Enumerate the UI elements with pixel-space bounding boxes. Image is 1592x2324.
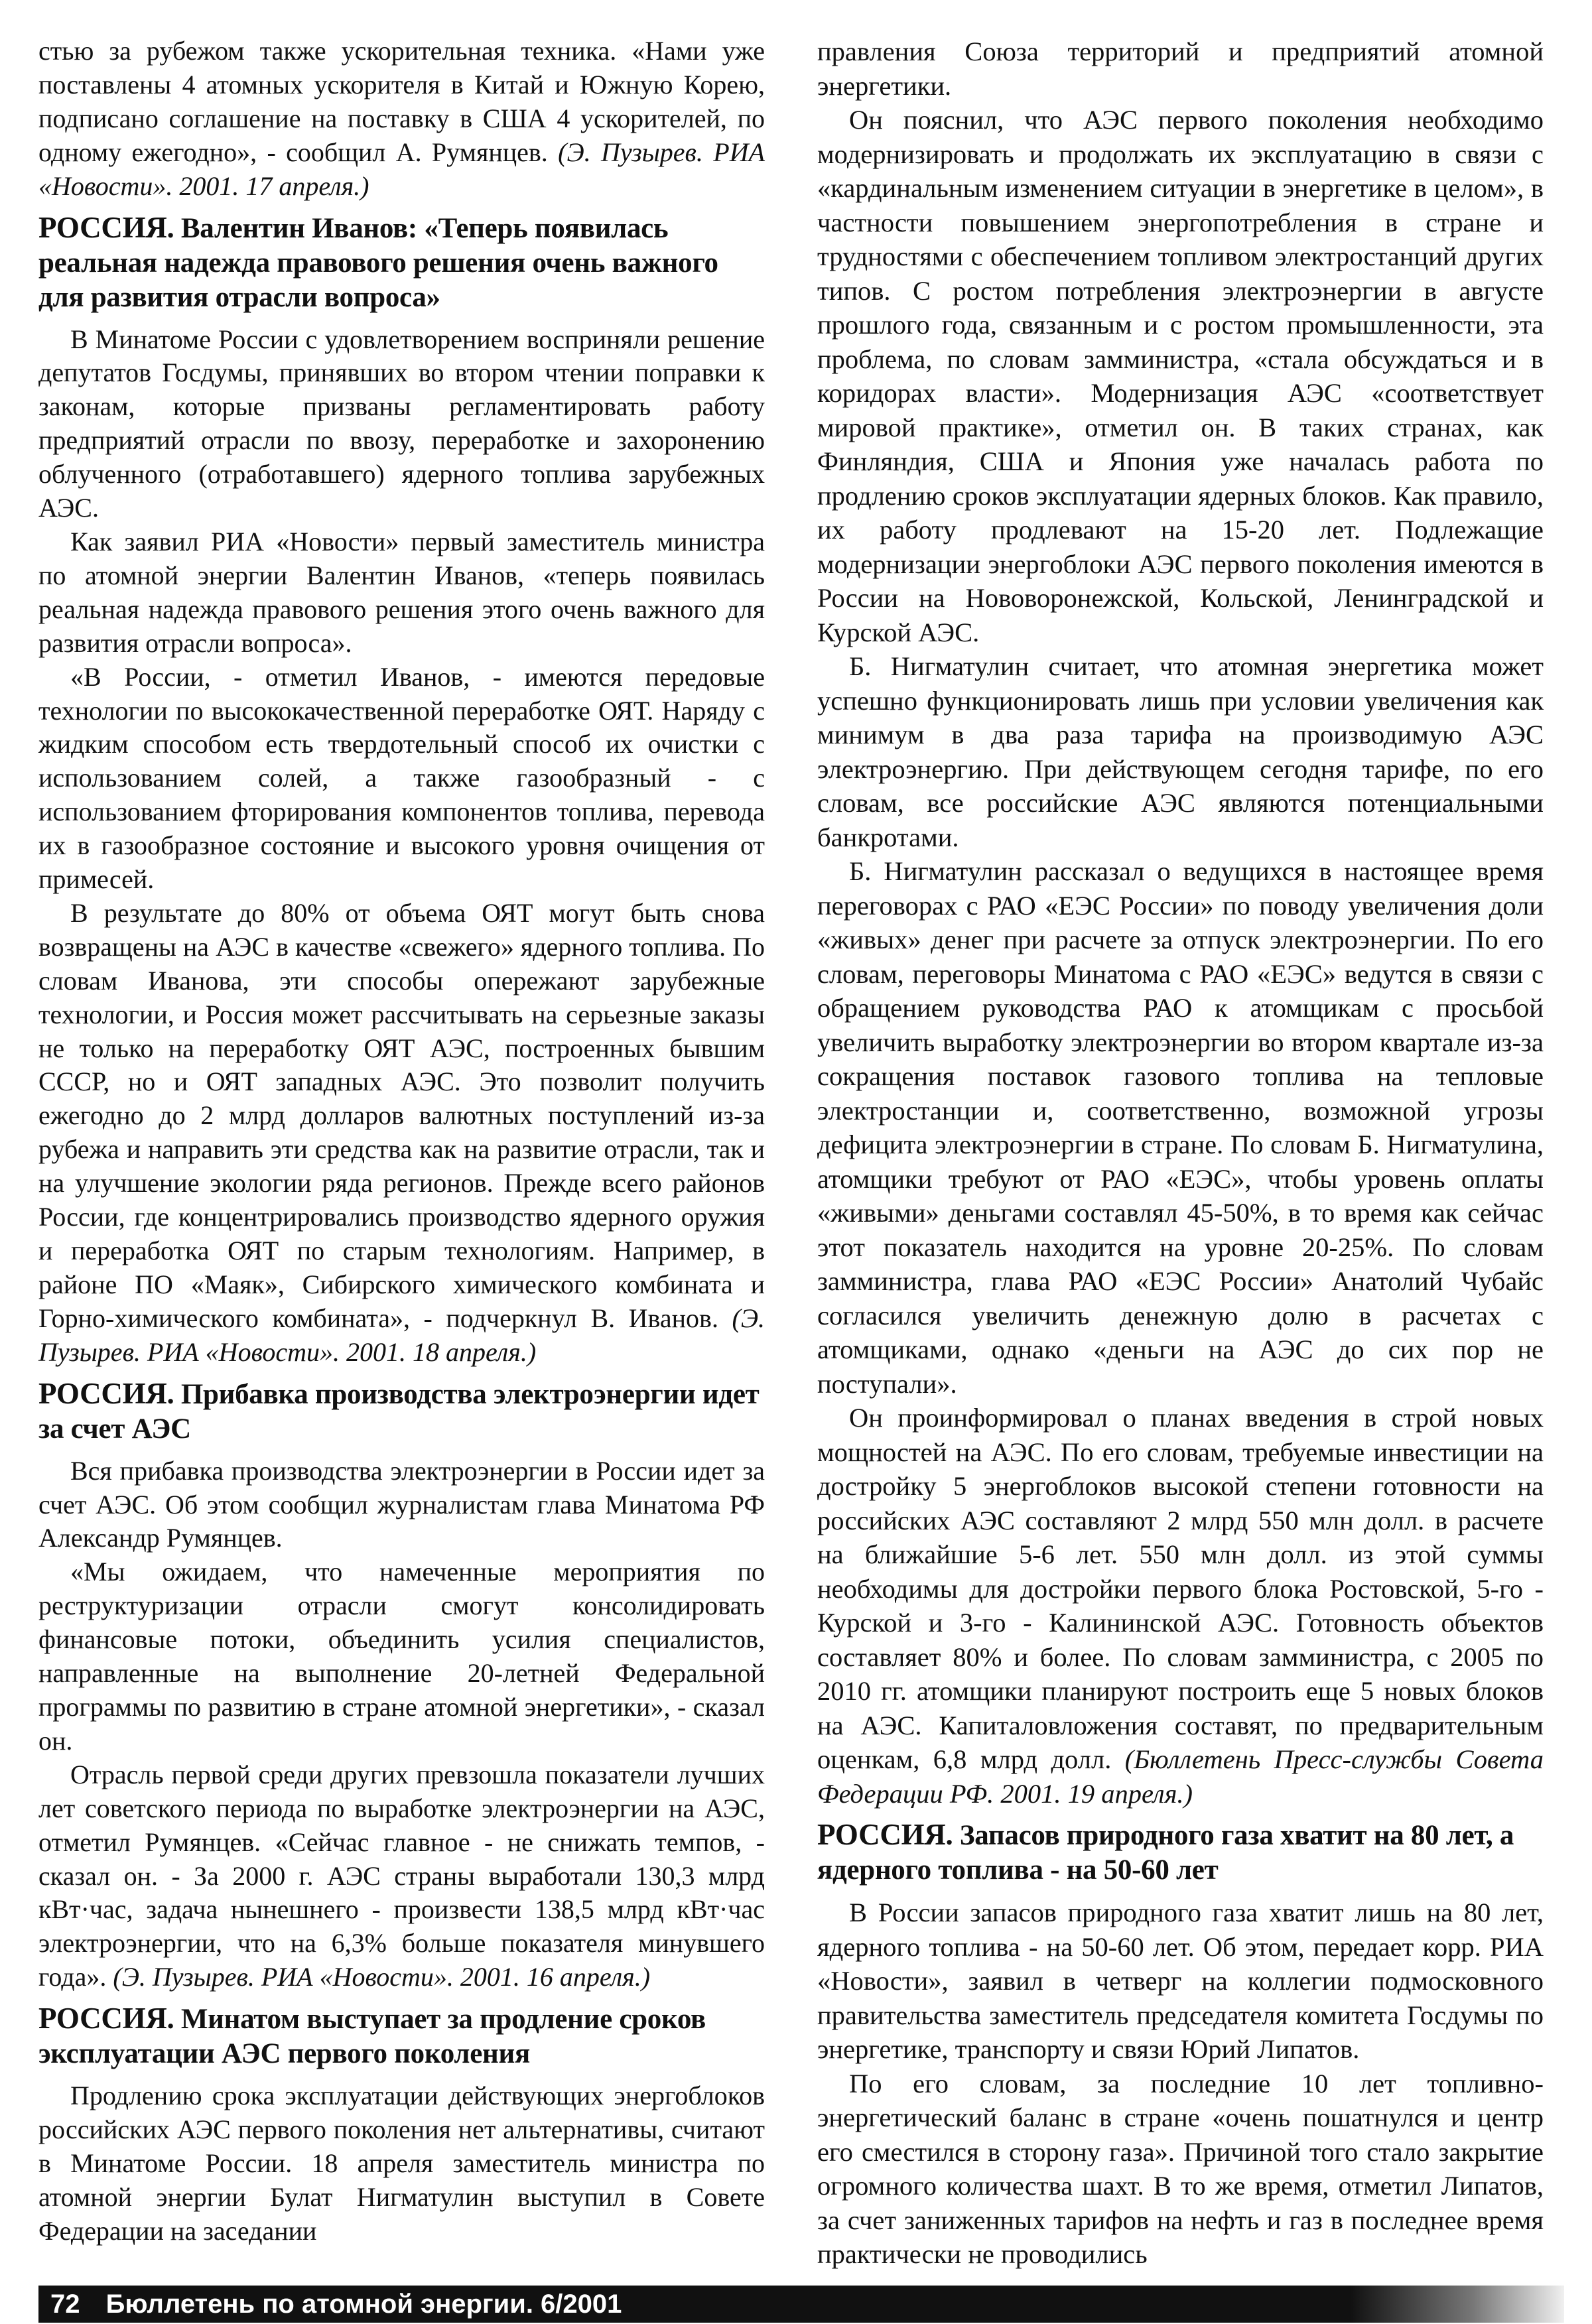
article-paragraph: Б. Нигматулин считает, что атомная энергетика может успешно функционировать лишь при условии увеличения как минимум в два раза тарифа на производимую АЭС электроэнергию. При действующем сегодня тарифе, по его словам, все российские АЭС являются потенциальными банкротами. bbox=[817, 651, 1544, 852]
article-paragraph: Отрасль первой среди других превзошла показатели лучших лет советского периода по выработке электроэнергии на АЭС, отметил Румянцев. «Сейчас главное - не снижать темпов, - сказал он. - За 2000 г. АЭС страны выработали 130,3 млрд кВт·час, задача нынешнего - произвести 138,5 млрд кВт·час электроэнергии, что на 6,3% больше показателя минувшего года». (Э. Пузырев. РИА «Новости». 2001. 16 апреля.) bbox=[38, 1759, 765, 1992]
article-paragraph: По его словам, за последние 10 лет топливно-энергетический баланс в стране «очень пошатнулся и центр его сместился в сторону газа». Причиной того стало закрытие огромного количества шахт. В то же время, отметил Липатов, за счет заниженных тарифов на нефть и газ в последнее время практически не проводились bbox=[817, 2068, 1544, 2269]
page-number: 72 bbox=[50, 2290, 80, 2319]
article-headline-lifetime-extension: РОССИЯ. Минатом выступает за продление сроков эксплуатации АЭС первого поколения bbox=[38, 2002, 706, 2070]
article-paragraph: В Минатоме России с удовлетворением восприняли решение депутатов Госдумы, принявших во втором чтении поправки к законам, которые призваны регламентировать работу предприятий отрасли по ввозу, переработке и захоронению облученного (отработавшего) ядерного топлива зарубежных АЭС. bbox=[38, 324, 765, 523]
article-paragraph: Продлению срока эксплуатации действующих энергоблоков российских АЭС первого поколения нет альтернативы, считают в Минатоме России. 18 апреля заместитель министра по атомной энергии Булат Нигматулин выступил в Совете Федерации на заседании bbox=[38, 2081, 765, 2246]
article-paragraph: Он проинформировал о планах введения в строй новых мощностей на АЭС. По его словам, требуемые инвестиции на достройку 5 энергоблоков высокой степени готовности на российских АЭС составляют 2 млрд 550 млн долл. в расчете на ближайшие 5-6 лет. 550 млн долл. из этой суммы необходимы для достройки первого блока Ростовской, 5-го - Курской и 3-го - Калининской АЭС. Готовность объектов составляет 80% и более. По словам замминистра, с 2005 по 2010 гг. атомщики планируют построить еще 5 новых блоков на АЭС. Капиталовложения составят, по предварительным оценкам, 6,8 млрд долл. (Бюллетень Пресс-службы Совета Федерации РФ. 2001. 19 апреля.) bbox=[817, 1403, 1544, 1809]
article-source: (Бюллетень Пресс-службы Совета Федерации РФ. 2001. 19 апреля.) bbox=[817, 1744, 1544, 1809]
publication-title: Бюллетень по атомной энергии. 6/2001 bbox=[105, 2290, 622, 2319]
intro-paragraph: стью за рубежом также ускорительная техника. «Нами уже поставлены 4 атомных ускорителя в Китай и Южную Корею, подписано соглашение на поставку в США 4 ускорителей, по одному ежегодно», - сообщил А. Румянцев. (Э. Пузырев. РИА «Новости». 2001. 17 апреля.) bbox=[38, 36, 765, 201]
article-paragraph: В России запасов природного газа хватит лишь на 80 лет, ядерного топлива - на 50-60 лет. Об этом, передает корр. РИА «Новости», заявил в четверг на коллегии подмосковного правительства заместитель председателя комитета Госдумы по энергетике, транспорту и связи Юрий Липатов. bbox=[817, 1898, 1544, 2064]
left-column bbox=[38, 34, 765, 2248]
intro-source: (Э. Пузырев. РИА «Новости». 2001. 17 апреля.) bbox=[38, 137, 765, 201]
article-paragraph: «Мы ожидаем, что намеченные мероприятия по реструктуризации отрасли смогут консолидировать финансовые потоки, объединить усилия специалистов, направленные на выполнение 20-летней Федеральной программы по развитию в стране атомной энергетики», - сказал он. bbox=[38, 1557, 765, 1756]
continuation-paragraph: правления Союза территорий и предприятий атомной энергетики. bbox=[817, 36, 1544, 101]
article-paragraph: Он пояснил, что АЭС первого поколения необходимо модернизировать и продолжать их эксплуатацию в связи с «кардинальным изменением ситуации в энергетике в целом», в частности повышением энергопотребления в стране и трудностями с обеспечением топливом электростанций других типов. С ростом потребления электроэнергии в августе прошлого года, связанным и с ростом промышленности, эта проблема, по словам замминистра, «стала обсуждаться и в коридорах власти». Модернизация АЭС «соответствует мировой практике», отметил он. В таких странах, как Финляндия, США и Япония уже началась работа по продлению сроков эксплуатации ядерных блоков. Как правило, их работу продлевают на 15-20 лет. Подлежащие модернизации энергоблоки АЭС первого поколения имеются в России на Нововоронежской, Кольской, Ленинградской и Курской АЭС. bbox=[817, 105, 1544, 647]
article-paragraph: В результате до 80% от объема ОЯТ могут быть снова возвращены на АЭС в качестве «свежего» ядерного топлива. По словам Иванова, эти способы опережают зарубежные технологии, и Россия может рассчитывать на серьезные заказы не только на переработку ОЯТ АЭС, построенных бывшим СССР, но и ОЯТ западных АЭС. Это позволит получить ежегодно до 2 млрд долларов валютных поступлений из-за рубежа и направить эти средства как на развитие отрасли, так и на улучшение экологии ряда регионов. Прежде всего районов России, где концентрировались производство ядерного оружия и переработка ОЯТ по старым технологиям. Например, в районе ПО «Маяк», Сибирского химического комбината и Горно-химического комбината», - подчеркнул В. Иванов. (Э. Пузырев. РИА «Новости». 2001. 18 апреля.) bbox=[38, 897, 765, 1367]
article-source: (Э. Пузырев. РИА «Новости». 2001. 18 апреля.) bbox=[38, 1303, 765, 1367]
footer bbox=[50, 2288, 622, 2320]
article-headline-electricity: РОССИЯ. Прибавка производства электроэнергии идет за счет АЭС bbox=[38, 1376, 760, 1445]
article-paragraph: Вся прибавка производства электроэнергии в России идет за счет АЭС. Об этом сообщил журналистам глава Минатома РФ Александр Румянцев. bbox=[38, 1455, 765, 1553]
article-paragraph: Как заявил РИА «Новости» первый заместитель министра по атомной энергии Валентин Иванов, «теперь появилась реальная надежда правового решения этого очень важного для развития отрасли вопроса». bbox=[38, 526, 765, 658]
right-column bbox=[817, 34, 1544, 2272]
article-headline-ivanov: РОССИЯ. Валентин Иванов: «Теперь появилась реальная надежда правового решения очень важного для развития отрасли вопроса» bbox=[38, 210, 718, 313]
article-paragraph: Б. Нигматулин рассказал о ведущихся в настоящее время переговорах с РАО «ЕЭС России» по поводу увеличения доли «живых» денег при расчете за отпуск электроэнергии. По его словам, переговоры Минатома с РАО «ЕЭС» ведутся в связи с обращением руководства РАО к атомщикам с просьбой увеличить выработку электроэнергии во втором квартале из-за сокращения поставок газового топлива на тепловые электростанции и, соответственно, возможной угрозы дефицита электроэнергии в стране. По словам Б. Нигматулина, атомщики требуют от РАО «ЕЭС», чтобы уровень оплаты «живыми» деньгами составлял 45-50%, в то время как сейчас этот показатель находится на уровне 20-25%. По словам замминистра, глава РАО «ЕЭС России» Анатолий Чубайс согласился увеличить денежную долю в расчетах с атомщиками, однако «деньги на АЭС до сих пор не поступали». bbox=[817, 856, 1544, 1399]
article-paragraph: «В России, - отметил Иванов, - имеются передовые технологии по высококачественной переработке ОЯТ. Наряду с жидким способом есть твердотельный способ их очистки с использованием солей, а также газообразный - с использованием фторирования компонентов топлива, перевода их в газообразное состояние и высокого уровня очищения от примесей. bbox=[38, 661, 765, 895]
article-source: (Э. Пузырев. РИА «Новости». 2001. 16 апреля.) bbox=[113, 1962, 651, 1992]
article-headline-gas-reserves: РОССИЯ. Запасов природного газа хватит на 80 лет, а ядерного топлива - на 50-60 лет bbox=[817, 1818, 1514, 1886]
